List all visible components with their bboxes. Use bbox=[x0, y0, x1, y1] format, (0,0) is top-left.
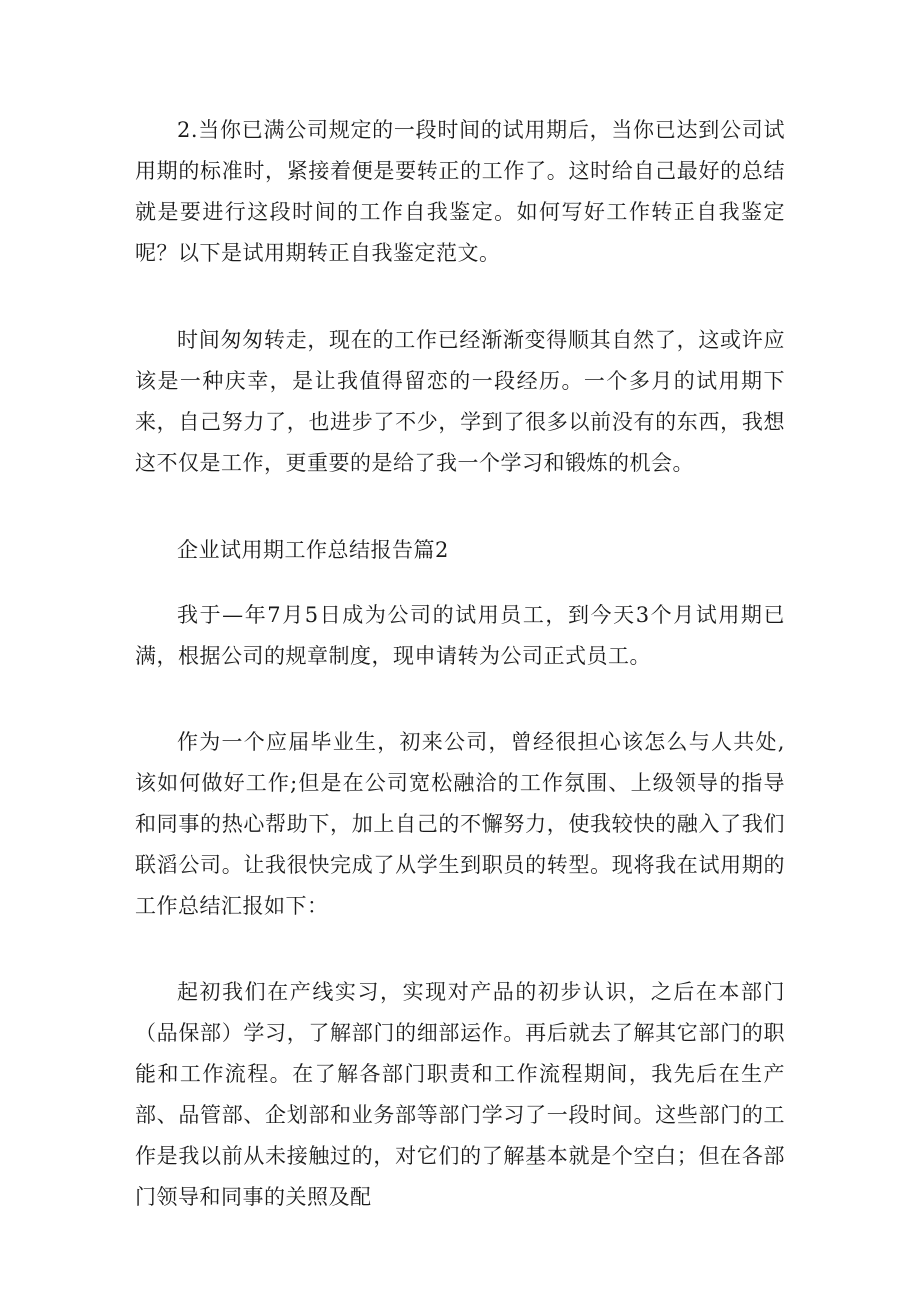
paragraph-employee-start: 我于—年7月5日成为公司的试用员工，到今天3个月试用期已满，根据公司的规章制度，现申请转为公司正式员工。 bbox=[135, 603, 785, 668]
paragraph-time-passes-block bbox=[135, 320, 785, 484]
paragraph-employee-start-block bbox=[135, 595, 785, 677]
section-heading: 企业试用期工作总结报告篇2 bbox=[177, 538, 449, 562]
paragraph-production-line: 起初我们在产线实习，实现对产品的初步认识，之后在本部门（品保部）学习，了解部门的细部运作。再后就去了解其它部门的职能和工作流程。在了解各部门职责和工作流程期间，我先后在生产部、品管部、企划部和业务部等部门学习了一段时间。这些部门的工作是我以前从未接触过的，对它们的了解基本就是个空白；但在各部门领导和同事的关照及配 bbox=[135, 980, 785, 1209]
paragraph-probation-intro-block bbox=[135, 110, 785, 274]
paragraph-graduate: 作为一个应届毕业生，初来公司，曾经很担心该怎么与人共处,该如何做好工作;但是在公司宽松融洽的工作氛围、上级领导的指导和同事的热心帮助下，加上自己的不懈努力，使我较快的融入了我们联滔公司。让我很快完成了从学生到职员的转型。现将我在试用期的工作总结汇报如下： bbox=[135, 730, 785, 918]
paragraph-graduate-block bbox=[135, 722, 785, 927]
paragraph-time-passes: 时间匆匆转走，现在的工作已经渐渐变得顺其自然了，这或许应该是一种庆幸，是让我值得留恋的一段经历。一个多月的试用期下来，自己努力了，也进步了不少，学到了很多以前没有的东西，我想这不仅是工作，更重要的是给了我一个学习和锻炼的机会。 bbox=[135, 328, 785, 475]
paragraph-probation-intro: 2.当你已满公司规定的一段时间的试用期后，当你已达到公司试用期的标准时，紧接着便是要转正的工作了。这时给自己最好的总结就是要进行这段时间的工作自我鉴定。如何写好工作转正自我鉴定呢？以下是试用期转正自我鉴定范文。 bbox=[135, 118, 785, 265]
section-heading-block bbox=[135, 530, 785, 571]
paragraph-production-line-block bbox=[135, 972, 785, 1218]
